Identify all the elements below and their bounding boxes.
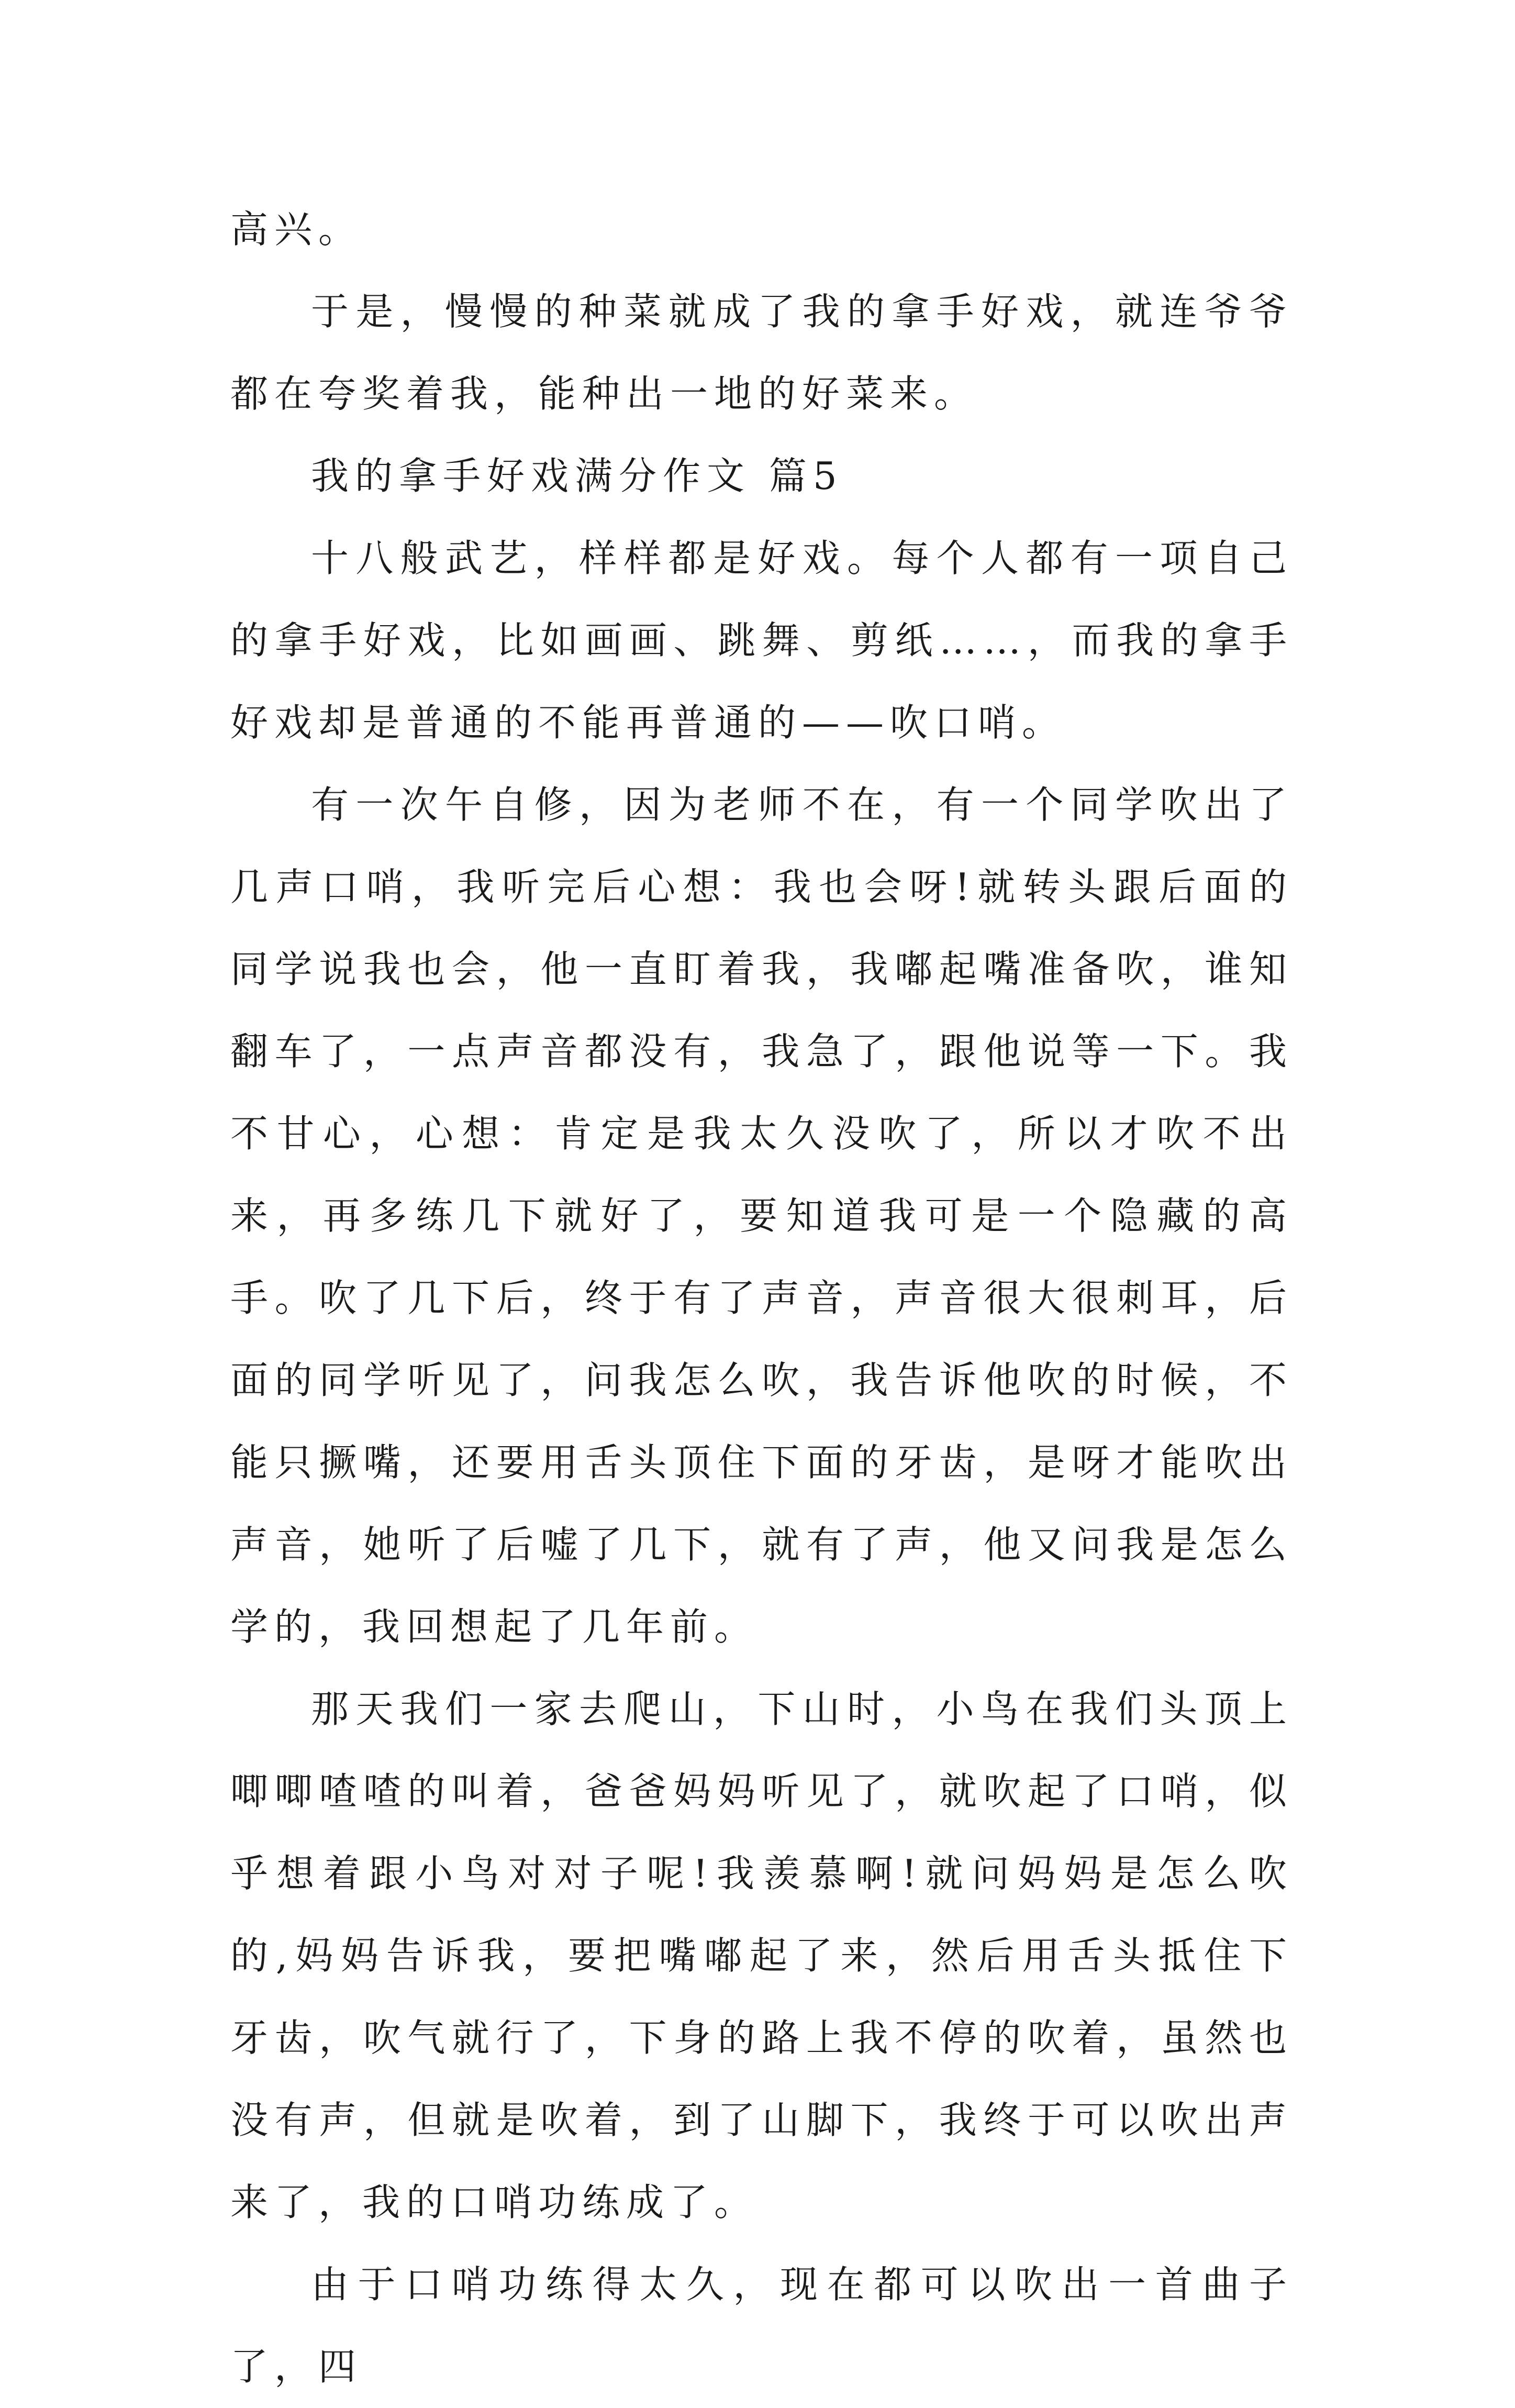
paragraph: 由于口哨功练得太久，现在都可以吹出一首曲子了，四 bbox=[230, 2262, 1293, 2389]
document-body bbox=[230, 188, 1293, 2408]
paragraph: 高兴。 bbox=[230, 207, 363, 251]
paragraph: 有一次午自修，因为老师不在，有一个同学吹出了几声口哨，我听完后心想：我也会呀!就转头跟后面的同学说我也会，他一直盯着我，我嘟起嘴准备吹，谁知翻车了，一点声音都没有，我急了，跟他说等一下。我不甘心，心想：肯定是我太久没吹了，所以才吹不出来，再多练几下就好了，要知道我可是一个隐藏的高手。吹了几下后，终于有了声音，声音很大很刺耳，后面的同学听见了，问我怎么吹，我告诉他吹的时候，不能只撅嘴，还要用舌头顶住下面的牙齿，是呀才能吹出声音，她听了后嘘了几下，就有了声，他又问我是怎么学的，我回想起了几年前。 bbox=[230, 783, 1293, 1649]
paragraph: 于是，慢慢的种菜就成了我的拿手好戏，就连爷爷都在夸奖着我，能种出一地的好菜来。 bbox=[230, 290, 1293, 416]
section-heading: 我的拿手好戏满分作文 篇5 bbox=[311, 454, 843, 498]
paragraph: 那天我们一家去爬山，下山时，小鸟在我们头顶上唧唧喳喳的叫着，爸爸妈妈听见了，就吹起了口哨，似乎想着跟小鸟对对子呢!我羡慕啊!就问妈妈是怎么吹的,妈妈告诉我，要把嘴嘟起了来，然后用舌头抵住下牙齿，吹气就行了，下身的路上我不停的吹着，虽然也没有声，但就是吹着，到了山脚下，我终于可以吹出声来了，我的口哨功练成了。 bbox=[230, 1687, 1293, 2224]
paragraph: 十八般武艺，样样都是好戏。每个人都有一项自己的拿手好戏，比如画画、跳舞、剪纸……，而我的拿手好戏却是普通的不能再普通的——吹口哨。 bbox=[230, 536, 1293, 745]
